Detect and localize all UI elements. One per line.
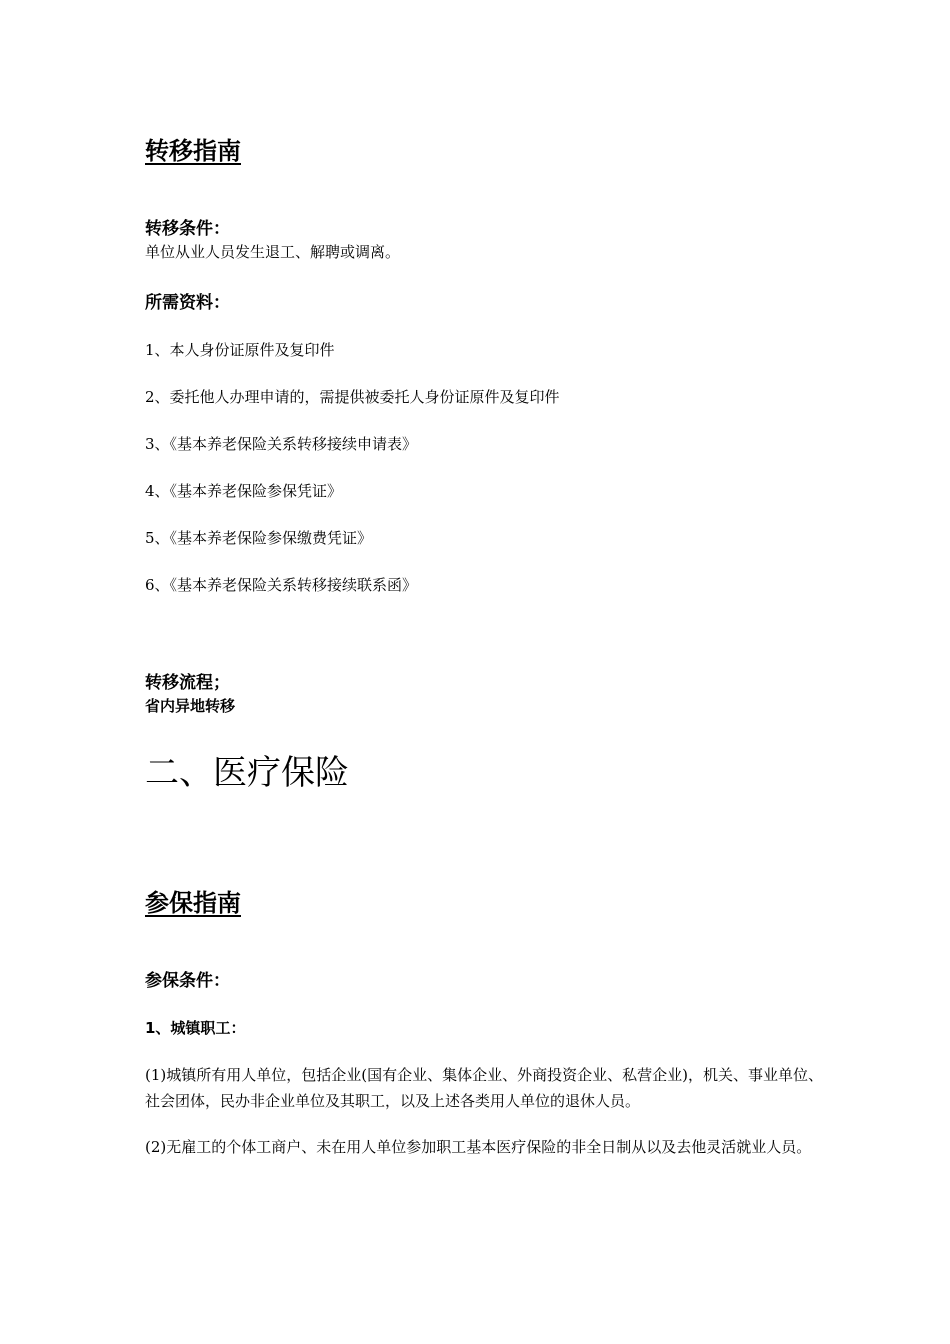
transfer-condition-text: 单位从业人员发生退工、解聘或调离。 <box>145 243 401 261</box>
enroll-item-2: (2)无雇工的个体工商户、未在用人单位参加职工基本医疗保险的非全日制从以及去他灵活就业人员。 <box>145 1138 812 1156</box>
enroll-guide-heading: 参保指南 <box>145 889 241 917</box>
transfer-process-label: 转移流程； <box>145 673 230 693</box>
transfer-condition-label: 转移条件： <box>145 219 230 239</box>
enroll-condition-label: 参保条件： <box>145 971 230 991</box>
materials-item-6: 6、《基本养老保险关系转移接续联系函》 <box>145 576 418 594</box>
materials-item-2: 2、委托他人办理申请的，需提供被委托人身份证原件及复印件 <box>145 388 560 406</box>
transfer-process-sub: 省内异地转移 <box>145 697 236 715</box>
materials-label: 所需资料： <box>145 293 230 313</box>
materials-item-5: 5、《基本养老保险参保缴费凭证》 <box>145 529 373 547</box>
materials-item-1: 1、本人身份证原件及复印件 <box>145 341 335 359</box>
urban-worker-label: 1、城镇职工： <box>145 1019 246 1037</box>
materials-item-3: 3、《基本养老保险关系转移接续申请表》 <box>145 435 418 453</box>
medical-insurance-title: 二、医疗保险 <box>145 753 349 793</box>
enroll-item-1: (1)城镇所有用人单位，包括企业(国有企业、集体企业、外商投资企业、私营企业)，机关、事业单位、社会团体，民办非企业单位及其职工，以及上述各类用人单位的退休人员。 <box>145 1066 823 1110</box>
materials-item-4: 4、《基本养老保险参保凭证》 <box>145 482 343 500</box>
transfer-guide-heading: 转移指南 <box>145 137 241 165</box>
